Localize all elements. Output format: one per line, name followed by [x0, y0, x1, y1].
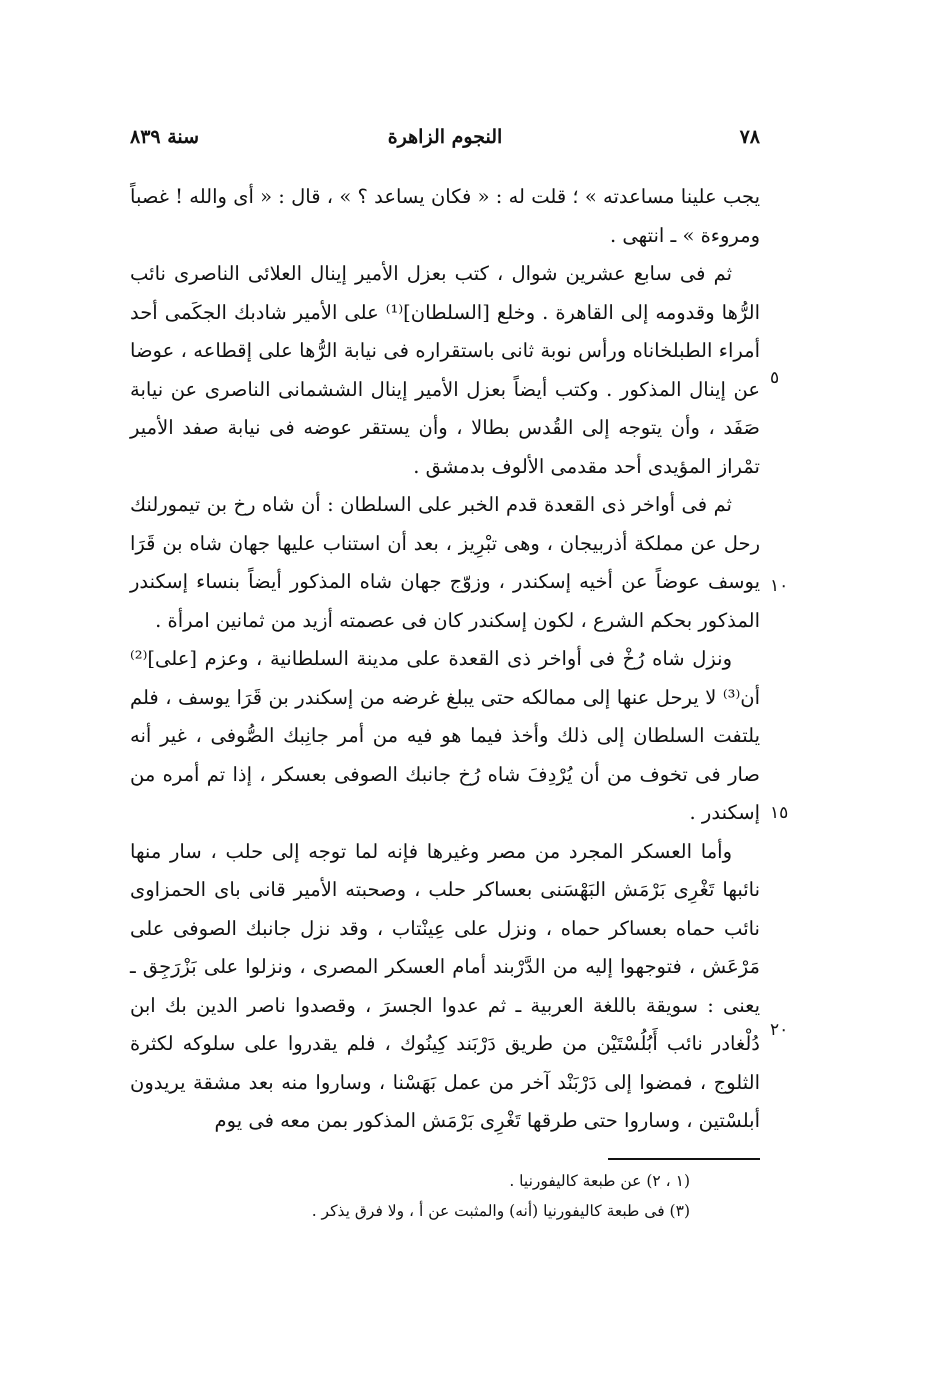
paragraph: ثم فى سابع عشرين شوال ، كتب بعزل الأمير إينال العلائى الناصرى نائب الرُّها وقدومه إلى القاهرة . وخلع [السلطان]⁽¹⁾ على الأمير شادبك الجكَمى أحد أمراء الطبلخاناه ورأس نوبة ثانى باستقراره فى نيابة الرُّها على إقطاعه ، عوضا عن إينال المذكور . وكتب أيضاً بعزل الأمير إينال الششمانى الناصرى عن نيابة صَفَد ، وأن يتوجه إلى القُدس بطالا ، وأن يستقر عوضه فى نيابة صفد الأمير تمْراز المؤيدى أحد مقدمى الألوف بدمشق .	[130, 262, 760, 478]
running-header	[130, 126, 760, 160]
line-number: ١٥	[770, 803, 789, 823]
book-title: النجوم الزاهرة	[387, 126, 503, 148]
paragraph: وأما العسكر المجرد من مصر وغيرها فإنه لما توجه إلى حلب ، سار منها نائبها تَغْرِى بَرْمَش البَهْسَنى بعساكر حلب ، وصحبته الأمير قانى باى الحمزاوى نائب حماه بعساكر حماه ، ونزل على عِينْتاب ، وقد نزل جانبك الصوفى على مَرْعَش ، فتوجهوا إليه من الدَّرْبند أمام العسكر المصرى ، ونزلوا على بَزْرَجِق ـ يعنى : سويقة باللغة العربية ـ ثم عدوا الجسرَ ، وقصدوا ناصر الدين بك ابن دُلْغادر نائب أَبُلُسْتَيْن من طريق دَرْبَند كِينُوك ، فلم يقدروا على سلوكه لكثرة الثلوج ، فمضوا إلى دَرْبَنْد آخر من عمل بَهَسْنا ، وساروا منه بعد مشقة يريدون أبلسْتين ، وساروا حتى طرقها تَغْرِى بَرْمَش المذكور بمن معه فى يوم	[130, 839, 760, 1132]
line-number: ٢٠	[770, 1020, 789, 1040]
paragraph: ونزل شاه رُخْ فى أواخر ذى القعدة على مدينة السلطانية ، وعزم [على]⁽²⁾ أن⁽³⁾ لا يرحل عنها إلى ممالكه حتى يبلغ غرضه من إسكندر بن قَرَا يوسف ، فلم يلتفت السلطان إلى ذلك وأخذ فيما هو فيه من أمر جانِبك الصُّوفى ، غير أنه صار فى تخوف من أن يُرْدِفَ شاه رُخ جانبك الصوفى بعسكر ، إذا تم أمره من إسكندر .	[130, 647, 760, 824]
line-number: ١٠	[770, 576, 789, 596]
paragraph: ثم فى أواخر ذى القعدة قدم الخبر على السلطان : أن شاه رخ بن تيمورلنك رحل عن مملكة أذربيجان ، وهى تبْرِيز ، بعد أن استناب عليها جهان شاه بن قَرَا يوسف عوضاً عن أخيه إسكندر ، وزوّج جهان شاه المذكور أيضاً بنساء إسكندر المذكور بحكم الشرع ، لكون إسكندر كان فى عصمته أزيد من ثمانين امرأة .	[130, 493, 760, 632]
line-number: ٥	[770, 368, 780, 388]
footnote: (٣) فى طبعة كاليفورنيا (أنه) والمثبت عن أ ، ولا فرق يذكر .	[311, 1202, 690, 1220]
paragraph: يجب علينا مساعدته » ؛ قلت له : « فكان يساعد ؟ » ، قال : « أى والله ! غصباً ومروءة » ـ انتهى .	[130, 185, 760, 247]
main-text	[130, 178, 760, 1141]
page-number: ٧٨	[739, 126, 760, 148]
footnote: (١ ، ٢) عن طبعة كاليفورنيا .	[509, 1172, 690, 1190]
line-number-margin	[770, 178, 800, 1138]
year-label: سنة ٨٣٩	[130, 126, 200, 148]
footnotes	[130, 1166, 760, 1226]
footnote-divider	[608, 1158, 760, 1160]
